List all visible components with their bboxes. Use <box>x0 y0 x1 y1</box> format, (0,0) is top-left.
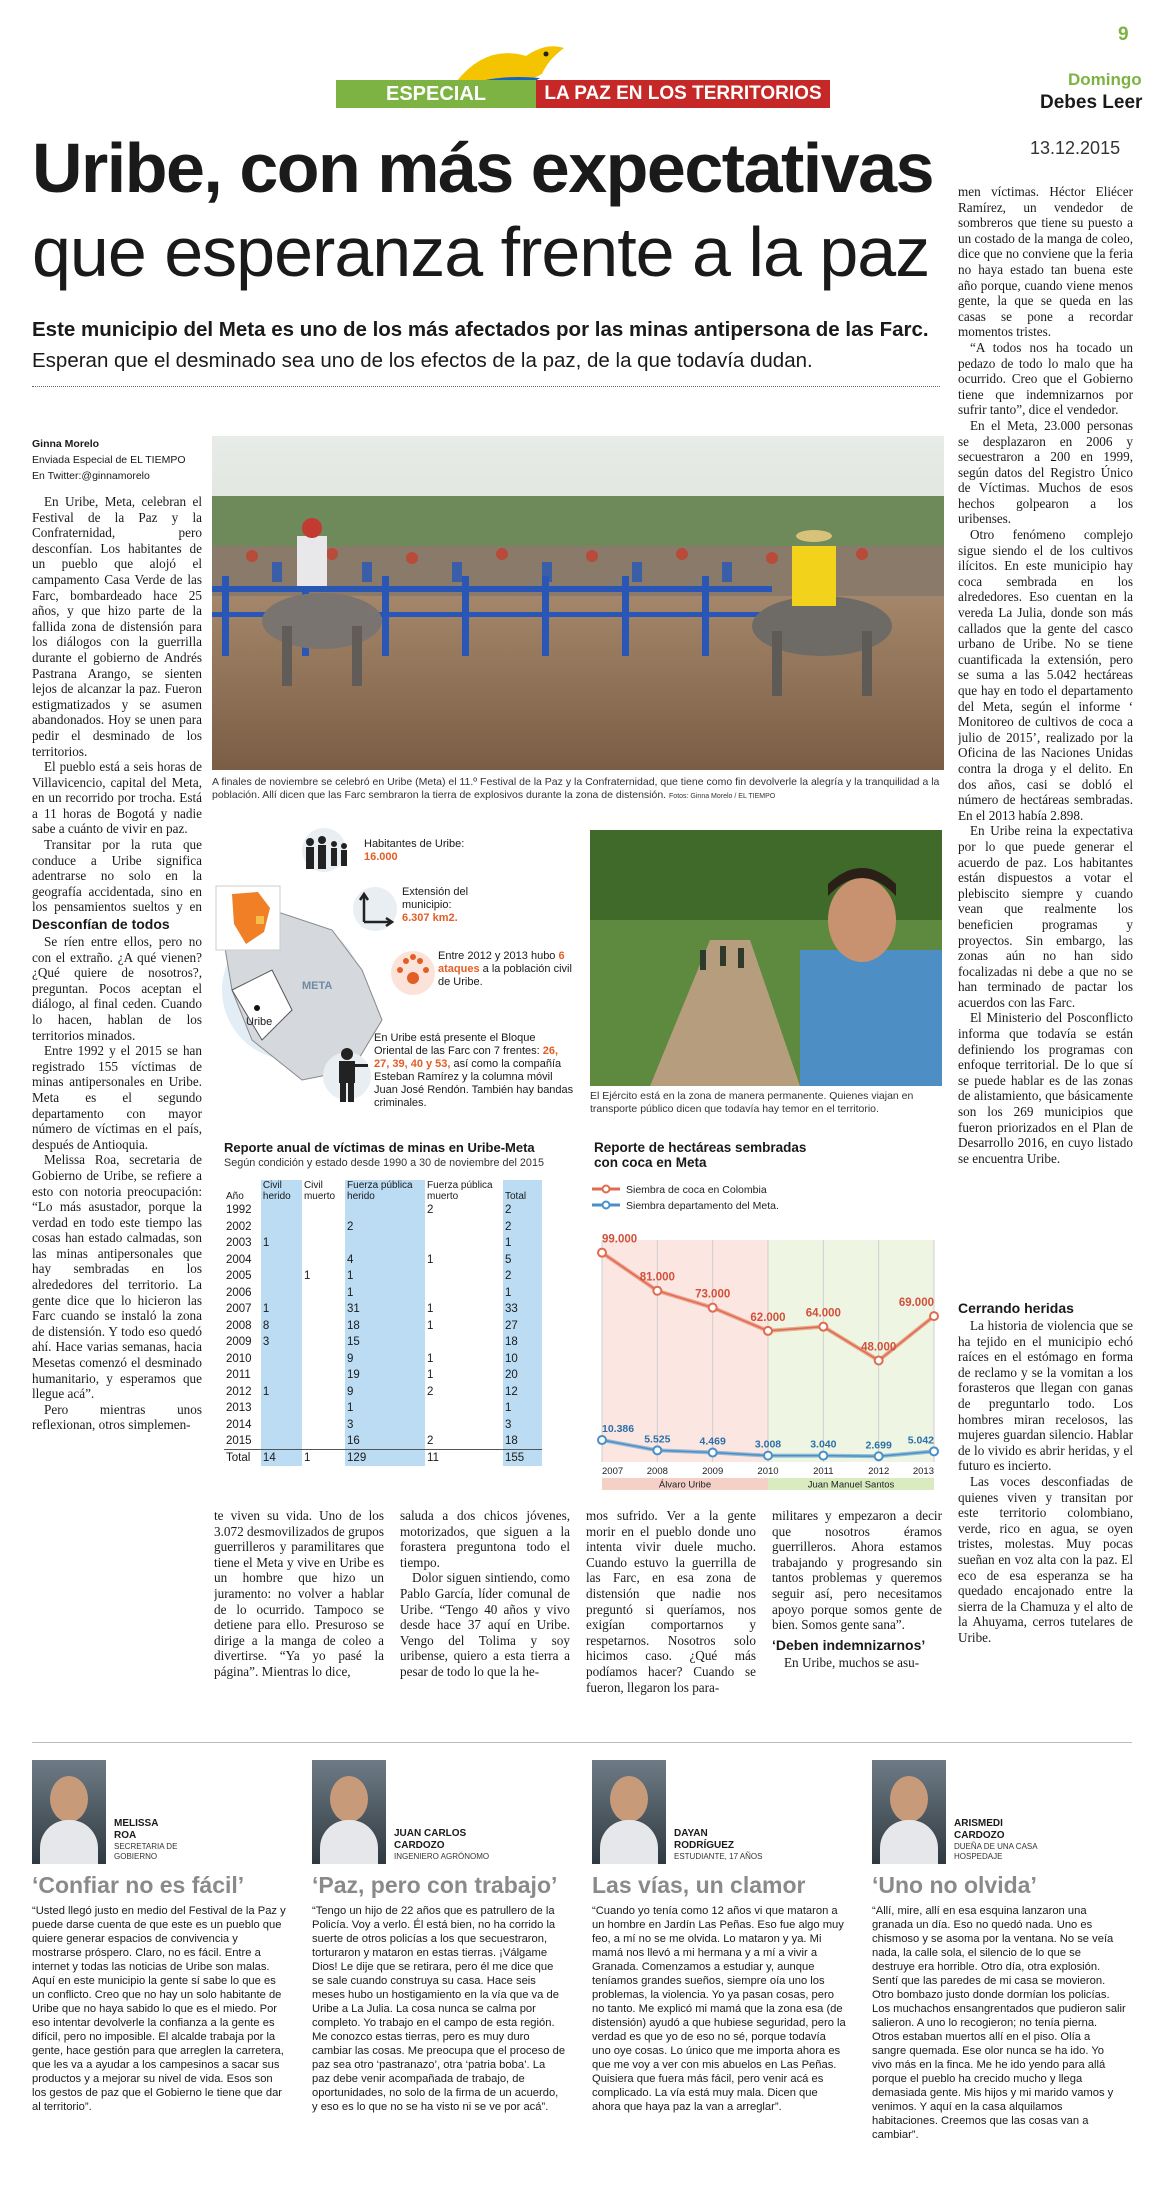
table-row <box>224 1235 542 1252</box>
data-label: 69.000 <box>898 1297 934 1310</box>
paragraph: En Uribe reina la expectativa por lo que puede generar el acuerdo de paz. Los habitantes están dispuestos a votar el plebiscito siempre y cuando vean que realmente los beneficien programas y proyectos. Sin embargo, las zonas aún no han sido focalizadas ni debe a que no se han terminado de pactar los acuerdos con las Farc. <box>958 823 1133 1010</box>
map-region-label: META <box>302 980 333 992</box>
x-tick-label: 2012 <box>868 1466 890 1477</box>
table-cell: 1 <box>503 1400 542 1417</box>
date: 13.12.2015 <box>1030 138 1121 158</box>
article-col3 <box>400 1508 570 1738</box>
period-band <box>768 1240 934 1462</box>
testimonial-card <box>872 1744 1126 2184</box>
paragraph: mos sufrido. Ver a la gente morir en el pueblo donde uno intenta vivir duele mucho. Cuando estuvo la guerrilla de las Farc, en esa zona de distensión que nadie nos preguntó si queríamos, nos exigían comportarnos y respetarnos. Nosotros solo hicimos caso. ¿Qué más podíamos hacer? Cuando se fueron, llegaron los para- <box>586 1508 756 1695</box>
table-cell: 10 <box>503 1351 542 1368</box>
soldier-icon <box>322 1044 372 1104</box>
table-row <box>224 1219 542 1236</box>
person-role: DUEÑA DE UNA CASA HOSPEDAJE <box>954 1842 1038 1861</box>
table-cell: 2008 <box>226 1319 252 1332</box>
paragraph: En Uribe, Meta, celebran el Festival de la Paz y la Confraternidad, pero desconfían. Los habitantes de un pueblo que alojó el campamento Casa Verde de las Farc, bombardeado hace 25 años, y que hizo parte de la fallida zona de distensión para los diálogos con la guerrilla durante el gobierno de Andrés Pastrana Arango, se sienten lejos de alcanzar la paz. Fueron estigmatizados y se asumen abandonados. Hoy se unen para pedir el desminado de los territorios. <box>32 494 202 759</box>
data-point <box>598 1436 606 1444</box>
table-cell <box>261 1252 302 1269</box>
table-cell: 2 <box>345 1219 425 1236</box>
table-cell: 2 <box>503 1219 542 1236</box>
data-label: 3.008 <box>754 1438 782 1451</box>
article-right-col <box>958 184 1133 1294</box>
table-row <box>224 1417 542 1434</box>
legend-marker <box>603 1202 610 1209</box>
data-label: 5.525 <box>644 1433 671 1446</box>
caption-text: A finales de noviembre se celebró en Uribe (Meta) el 11.º Festival de la Paz y la Confraternidad, que tiene como fin devolverle la alegría y la tranquilidad a la población. Allí dicen que las Farc sembraron la tierra de explosivos durante la zona de distensión. <box>212 776 940 801</box>
main-photo-caption <box>212 776 944 803</box>
table-cell <box>302 1301 345 1318</box>
data-point <box>709 1304 717 1312</box>
inhabitants-value: 16.000 <box>364 851 398 863</box>
data-label: 3.040 <box>810 1438 837 1451</box>
table-cell: 20 <box>503 1367 542 1384</box>
data-point <box>709 1449 717 1457</box>
table-cell: 1 <box>427 1253 434 1266</box>
person-name: ARISMEDI <box>954 1818 1003 1829</box>
table-cell <box>261 1268 302 1285</box>
table-cell <box>425 1235 503 1252</box>
road-soldier-photo-icon <box>590 830 942 1086</box>
x-tick-label: 2011 <box>813 1466 834 1477</box>
table-cell: 3 <box>345 1417 425 1434</box>
testimonial-body: “Allí, mire, allí en esa esquina lanzaron una granada un día. Eso no quedó nada. Uno es chismoso y se asoma por la ventana. No se veía nada, la calle sola, el silencio de lo que se destruye era horrible. Otro día, otra explosión. Sentí que las paredes de mi casa se movieron. Otro bombazo justo donde dormían los policías. Los muchachos ensangrentados que pudieron salir salieron. A uno lo recogieron; no tenía pierna. Otros estaban muertos allí en el piso. Olía a sangre quemada. Ese olor nunca se ha ido. Yo vivo más en la finca. Me he ido yendo para allá porque el pueblo ha crecido mucho y llega demasiada gente. Mis hijos y mi marido vamos y venimos. Y aquí en la casa alquilamos habitaciones. Creemos que las cosas van a cambiar”. <box>872 1905 1126 2141</box>
period-label: Juan Manuel Santos <box>807 1479 895 1491</box>
photo-credit: Fotos: Ginna Morelo / EL TIEMPO <box>669 793 776 800</box>
table-cell: 1 <box>427 1352 434 1365</box>
paragraph: Dolor siguen sintiendo, como Pablo García, líder comunal de Uribe. “Tengo 40 años y vivo desde hace 37 aquí en Uribe. Vengo del Tolima y soy uribense, quiero a esta tierra a pesar de todo lo que la he- <box>400 1570 570 1679</box>
deck-rest: Esperan que el desminado sea uno de los efectos de la paz, de la que todavía dudan. <box>32 349 813 372</box>
attacks-pre: Entre 2012 y 2013 hubo <box>438 950 556 962</box>
table-cell: 19 <box>345 1367 425 1384</box>
data-point <box>653 1287 661 1295</box>
data-point <box>875 1357 883 1365</box>
avatar <box>592 1760 666 1864</box>
testimonial-quote: Las vías, un clamor <box>592 1872 806 1898</box>
table-cell: 2015 <box>226 1435 252 1447</box>
section-day: Domingo <box>1068 70 1142 89</box>
table-cell <box>345 1235 425 1252</box>
paragraph: Se ríen entre ellos, pero no con el extraño. ¿A qué vienen? ¿Qué quiere de nosotros?, preguntan. Pocos aceptan el diálogo, al final ceden. Cuando lo hacen, hablan de los territorios minados. <box>32 934 202 1043</box>
testimonial-card <box>32 1744 286 2184</box>
person-role: SECRETARIA DE GOBIERNO <box>114 1842 178 1861</box>
table-cell <box>261 1219 302 1236</box>
x-tick-label: 2009 <box>702 1466 724 1477</box>
table-cell: 3 <box>261 1334 302 1351</box>
table-cell <box>302 1318 345 1335</box>
table-cell: 9 <box>345 1351 425 1368</box>
data-label: 4.469 <box>699 1435 726 1448</box>
headline-line1: Uribe, con más expectativas <box>32 129 934 207</box>
person-name: MELISSA <box>114 1818 159 1829</box>
x-tick-label: 2010 <box>757 1466 779 1477</box>
period-label: Álvaro Uribe <box>658 1479 712 1491</box>
byline-name: Ginna Morelo <box>32 438 100 450</box>
table-row <box>224 1285 542 1302</box>
farc-pre: En Uribe está presente el Bloque Oriental de las Farc con 7 frentes: <box>374 1032 540 1057</box>
avatar <box>872 1760 946 1864</box>
byline <box>32 436 202 484</box>
byline-role: Enviada Especial de EL TIEMPO <box>32 454 186 466</box>
table-cell <box>302 1417 345 1434</box>
article-col2 <box>214 1508 384 1738</box>
table-cell: 1 <box>427 1303 434 1316</box>
table-row <box>224 1400 542 1417</box>
table-cell: 1 <box>503 1285 542 1302</box>
table-cell: 2011 <box>226 1369 251 1382</box>
table-row <box>224 1384 542 1401</box>
paragraph: men víctimas. Héctor Eliécer Ramírez, un vendedor de sombreros que tiene su puesto a un costado de la manga de coleo, dice que no conviene que la feria no haya estado tan buena este año porque, cuando viene menos gente, la que se queda en las casas se pone a recordar momentos tristes. <box>958 184 1133 340</box>
testimonial-quote: ‘Uno no olvida’ <box>872 1872 1037 1898</box>
explosion-icon <box>388 948 438 998</box>
data-label: 5.042 <box>907 1434 934 1447</box>
table-cell <box>302 1202 345 1219</box>
paragraph: Otro fenómeno complejo sigue siendo el de los cultivos ilícitos. En este municipio hay coca sembrada en los alrededores. Eso cuentan en la vereda La Julia, donde son más callados que la gente del casco urbano de Uribe. No se tiene cuantificada la extensión, pero se suma a las 5.042 hectáreas que hay en todo el departamento del Meta, según el informe ‘ Monitoreo de cultivos de coca a julio de 2015’, realizado por la Oficina de las Naciones Unidas contra la droga y el delito. En dos años, casi se dobló el número de hectáreas sembradas. En el 2013 había 2.898. <box>958 527 1133 823</box>
testimonial-body: “Cuando yo tenía como 12 años vi que mataron a un hombre en Jardín Las Peñas. Eso fue algo muy feo, a mí no se me olvida. Lo mataron y ya. Mi mamá nos llevó a mi hermana y a mí a vivir a Granada. Comenzamos a estudiar y, aunque teníamos grandes sueños, siempre oía uno los problemas, la violencia. Yo ya pasan cosas, pero no tanto. Me explicó mi mamá que la zona esa (de distensión) ayudó a que hubiese seguridad, pero la verdad es que yo de eso no sé, porque todavía uno oye cosas. Lo único que me importa ahora es que me voy a ver con mis abuelos en Las Peñas. Quisiera que fuera más fácil, pero venir acá es complicado. La vía está muy mala. Dicen que ahora que haya paz la van a arreglar”. <box>592 1905 846 2113</box>
testimonial-card <box>312 1744 566 2184</box>
table-row <box>224 1301 542 1318</box>
table-cell <box>425 1268 503 1285</box>
inhabitants-label: Habitantes de Uribe: <box>364 838 465 850</box>
table-row <box>224 1252 542 1269</box>
testimonial-quote: ‘Confiar no es fácil’ <box>32 1872 245 1898</box>
table-cell <box>302 1367 345 1384</box>
headline-line2: que esperanza frente a la paz <box>32 213 930 291</box>
banner-right: LA PAZ EN LOS TERRITORIOS <box>536 80 830 108</box>
table-cell <box>425 1334 503 1351</box>
subhead: Desconfían de todos <box>32 916 170 932</box>
table-cell: 1 <box>427 1319 434 1332</box>
table-cell <box>261 1351 302 1368</box>
article-col5 <box>772 1508 942 1738</box>
table-cell <box>425 1285 503 1302</box>
person-surname: ROA <box>114 1830 137 1841</box>
table-row <box>224 1318 542 1335</box>
paragraph: te viven su vida. Uno de los 3.072 desmovilizados de grupos guerrilleros y paramilitares que tiene el Meta y vive en Uribe es un hombre que hizo un juramento: no volver a hablar de lo ocurrido. Tampoco se detiene para ello. Presuroso se dirige a la manga de coleo a divertirse. “Ya yo pasé la página”. Mientras lo dice, <box>214 1508 384 1679</box>
th-civil-muerto: Civil muerto <box>303 1180 336 1202</box>
table-cell: 1 <box>303 1452 311 1464</box>
testimonial-id <box>674 1828 770 1864</box>
table-cell <box>302 1433 345 1450</box>
x-tick-label: 2008 <box>646 1466 668 1477</box>
banner-left: ESPECIAL <box>336 80 536 108</box>
person-role: INGENIERO AGRÓNOMO <box>394 1852 490 1861</box>
table-cell: 2005 <box>226 1270 252 1283</box>
mines-table-title: Reporte anual de víctimas de minas en Uribe-Meta <box>224 1140 535 1155</box>
testimonial-head <box>312 1752 566 1864</box>
table-cell: 2013 <box>226 1402 252 1415</box>
area-arrows-icon <box>350 884 400 934</box>
table-cell: 18 <box>345 1318 425 1335</box>
paragraph: militares y empezaron a decir que nosotros éramos guerrilleros. Ahora estamos trabajando y progresando sin tantos problemas y queremos seguir así, pero necesitamos apoyo porque somos gente de bien. Somos gente sana”. <box>772 1508 942 1633</box>
table-cell: 27 <box>503 1318 542 1335</box>
data-point <box>598 1249 606 1257</box>
table-cell: 18 <box>503 1433 542 1450</box>
table-cell <box>302 1400 345 1417</box>
table-cell <box>261 1400 302 1417</box>
farc-stat <box>374 1032 574 1110</box>
table-cell: 11 <box>427 1452 439 1464</box>
paragraph: saluda a dos chicos jóvenes, motorizados, que siguen a la forastera preguntona todo el tiempo. <box>400 1508 570 1570</box>
coca-line-chart <box>590 1176 944 1502</box>
table-cell: 2 <box>503 1202 542 1219</box>
special-banner <box>336 34 830 114</box>
legend-marker <box>603 1186 610 1193</box>
data-label: 2.699 <box>865 1439 892 1452</box>
person-surname: CARDOZO <box>954 1830 1005 1841</box>
article-col1 <box>32 494 202 914</box>
table-cell: 5 <box>503 1252 542 1269</box>
testimonial-id <box>114 1818 210 1864</box>
coca-chart-title: Reporte de hectáreas sembradas con coca en Meta <box>594 1140 807 1170</box>
testimonials-row <box>32 1744 1132 2184</box>
table-cell <box>261 1433 302 1450</box>
testimonial-quote: ‘Paz, pero con trabajo’ <box>312 1872 558 1898</box>
paragraph: El Ministerio del Posconflicto informa que todavía se están definiendo los programas con enfoque territorial. De lo que sí se puede hablar es de las zonas de alistamiento, que básicamente son los 269 municipios que fueron priorizados en el Plan de Desarrollo 2016, en cuyo listado se encuentra Uribe. <box>958 1010 1133 1166</box>
byline-twitter: En Twitter:@ginnamorelo <box>32 470 150 482</box>
table-cell: 2012 <box>226 1385 252 1398</box>
avatar <box>32 1760 106 1864</box>
table-cell: 2003 <box>226 1237 252 1250</box>
soldier-photo <box>590 830 942 1086</box>
map-town-label: Uribe <box>246 1016 273 1028</box>
paragraph: Pero mientras unos reflexionan, otros simplemen- <box>32 1401 202 1433</box>
table-cell: 129 <box>345 1450 425 1467</box>
data-label: 81.000 <box>639 1271 675 1284</box>
table-cell: 2 <box>427 1204 434 1217</box>
table-cell: 1 <box>303 1270 311 1283</box>
table-cell <box>425 1417 503 1434</box>
paragraph: Transitar por la ruta que conduce a Uribe significa adentrarse no solo en la geografía accidentada, sino en los pensamientos sueltos y en <box>32 837 202 914</box>
testimonials <box>32 1744 1132 2194</box>
paragraph: “A todos nos ha tocado un pedazo de todo lo malo que ha ocurrido. Creo que el Gobierno tiene que indemnizarnos por sufrir tanto”, dice el vendedor. <box>958 339 1133 418</box>
x-tick-label: 2007 <box>602 1466 624 1477</box>
paragraph: En el Meta, 23.000 personas se desplazaron en 2006 y secuestraron a 200 en 1999, según datos del Registro Único de Víctimas. Muchos de esos hechos golpearon a los uribenses. <box>958 417 1133 527</box>
table-cell: 31 <box>345 1301 425 1318</box>
paragraph: El pueblo está a seis horas de Villavicencio, capital del Meta, en un recorrido por trocha. Está a 11 horas de Bogotá y nadie sabe a cuánto de vivir en paz. <box>32 759 202 837</box>
table-row <box>224 1202 542 1219</box>
area-stat <box>402 886 502 925</box>
mines-table-grid <box>224 1180 542 1466</box>
table-cell: 2014 <box>226 1418 252 1431</box>
testimonial-head <box>32 1752 286 1864</box>
subhead: Cerrando heridas <box>958 1300 1074 1316</box>
table-cell: 9 <box>345 1384 425 1401</box>
table-cell: 1 <box>261 1384 302 1401</box>
testimonial-body: “Usted llegó justo en medio del Festival de la Paz y puede darse cuenta de que este es un pueblo que quiere generar espacios de convivencia y mostrarse próspero. Claro, no es fácil. Entre a internet y todas las noticias de Uribe son malas. Aquí en este municipio la gente sí sabe lo que es un conflicto. Creo que no hay un solo habitante de Uribe que no haya sabido lo que es el miedo. Por eso intentar devolverle la confianza a la gente es difícil, pero no imposible. El alcalde trabaja por la gente, hace gestión para que arreglen la carretera, que les va a ayudar a los campesinos a sacar sus productos y a mejorar su nivel de vida. Esos son los gestos de paz que el Gobierno le tiene que dar al territorio”. <box>32 1905 286 2113</box>
data-point <box>875 1452 883 1460</box>
paragraph: La historia de violencia que se ha tejido en el municipio echó raíces en el estómago en forma de reclamo y se la vomitan a los forasteros que llegan con ganas de preguntarlo todo. Los hombres miran recelosos, las mujeres guardan silencio. Hablar de lo vivido es abrir heridas, y el futuro es incierto. <box>958 1318 1133 1474</box>
article-col1-b <box>32 912 202 1732</box>
table-cell <box>302 1219 345 1236</box>
attacks-stat <box>438 950 578 989</box>
table-cell: 2009 <box>226 1336 252 1349</box>
table-cell: 1 <box>345 1268 425 1285</box>
table-cell: 1 <box>503 1235 542 1252</box>
table-cell <box>302 1351 345 1368</box>
table-cell <box>302 1334 345 1351</box>
data-point <box>930 1447 938 1455</box>
table-cell: 14 <box>261 1450 302 1467</box>
th-year: Año <box>226 1191 244 1202</box>
table-cell: 1 <box>345 1285 425 1302</box>
section-name: Debes Leer <box>1040 92 1143 113</box>
data-label: 48.000 <box>861 1341 897 1354</box>
table-cell: 2002 <box>226 1220 252 1233</box>
main-photo <box>212 436 944 770</box>
table-cell: 8 <box>261 1318 302 1335</box>
th-total: Total <box>503 1180 542 1202</box>
inhabitants-stat <box>364 838 484 864</box>
table-cell: 1 <box>261 1301 302 1318</box>
table-cell: 2004 <box>226 1253 252 1266</box>
table-cell: 2006 <box>226 1286 252 1299</box>
table-cell: 33 <box>503 1301 542 1318</box>
table-row <box>224 1268 542 1285</box>
table-cell <box>261 1202 302 1219</box>
th-civil-herido: Civil herido <box>261 1180 302 1202</box>
attacks-post: a la población civil de Uribe. <box>438 963 572 988</box>
area-label: Extensión del municipio: <box>402 886 469 911</box>
table-cell: Total <box>226 1452 251 1464</box>
data-label: 62.000 <box>750 1311 786 1324</box>
section-divider <box>32 1742 1132 1743</box>
table-cell: 18 <box>503 1334 542 1351</box>
person-name: JUAN CARLOS <box>394 1828 467 1839</box>
table-cell: 2007 <box>226 1303 252 1316</box>
subhead: ‘Deben indemnizarnos’ <box>772 1636 926 1653</box>
farc-fronts: 26, 27, 39, 40 y 53, <box>374 1045 559 1070</box>
table-cell <box>302 1252 345 1269</box>
mines-table-subtitle: Según condición y estado desde 1990 a 30 de noviembre del 2015 <box>224 1157 544 1169</box>
data-point <box>764 1452 772 1460</box>
table-cell: 2 <box>427 1385 434 1398</box>
th-fp-muerto: Fuerza pública muerto <box>427 1180 493 1202</box>
table-cell <box>261 1285 302 1302</box>
testimonial-head <box>872 1752 1126 1864</box>
table-cell <box>302 1235 345 1252</box>
table-cell: 12 <box>503 1384 542 1401</box>
data-label: 73.000 <box>695 1288 731 1301</box>
data-label: 10.386 <box>602 1423 635 1436</box>
table-cell <box>425 1219 503 1236</box>
page-number: 9 <box>1118 24 1129 45</box>
paragraph: En Uribe, muchos se asu- <box>784 1654 920 1670</box>
testimonial-card <box>592 1744 846 2184</box>
table-row <box>224 1351 542 1368</box>
article-col4 <box>586 1508 756 1738</box>
table-cell <box>261 1367 302 1384</box>
coca-chart <box>590 1176 944 1502</box>
table-cell <box>302 1384 345 1401</box>
table-cell: 15 <box>345 1334 425 1351</box>
deck <box>32 314 942 376</box>
testimonial-body: “Tengo un hijo de 22 años que es patrullero de la Policía. Voy a verlo. Él está bien, no ha corrido la suerte de otros policías a los que secuestraron, torturaron y mataron en estas tierras. ¡Válgame Dios! Le dije que se retirara, pero él me dice que se sale cuando construya su casa. Hace seis meses hubo un hostigamiento en la vía que va de Uribe a La Julia. La cosa nunca se calma por completo. Yo trabajo en el campo de esta región. Me conozco estas tierras, pero es muy duro cambiar las cosas. Me preocupa que el proceso de paz sea otro ‘pastranazo’, otra ‘patria boba’. La paz debe venir acompañada de trabajo, de oportunidades, no solo de la firma de un acuerdo, y eso es lo que no se ha visto ni se ve por acá”. <box>312 1905 566 2113</box>
data-point <box>653 1446 661 1454</box>
testimonial-id <box>954 1818 1050 1864</box>
table-row <box>224 1367 542 1384</box>
person-surname: CARDOZO <box>394 1840 445 1851</box>
legend-label: Siembra de coca en Colombia <box>626 1184 767 1196</box>
table-cell: 1 <box>345 1400 425 1417</box>
family-icon <box>294 826 354 876</box>
soldier-photo-caption: El Ejército está en la zona de manera permanente. Quienes viajan en transporte público dicen que todavía hay temor en el territorio. <box>590 1090 914 1115</box>
table-cell: 1992 <box>226 1204 252 1217</box>
data-point <box>819 1452 827 1460</box>
table-cell: 2 <box>503 1268 542 1285</box>
table-cell <box>425 1400 503 1417</box>
table-row <box>224 1433 542 1450</box>
mines-table <box>224 1180 542 1466</box>
deck-bold: Este municipio del Meta es uno de los más afectados por las minas antipersona de las Farc. <box>32 318 929 341</box>
article-right-col-b <box>958 1296 1133 1736</box>
data-label: 64.000 <box>805 1307 841 1320</box>
table-cell: 1 <box>427 1369 434 1382</box>
table-cell: 1 <box>261 1235 302 1252</box>
paragraph: Melissa Roa, secretaria de Gobierno de Uribe, se refiere a esto con notoria preocupación: “Lo más asustador, porque la verdad en todo este tiempo las cosas han estado calmadas, son las minas antipersonales que hay sembradas en los alrededores del territorio. La gente dice que lo hicieron las Farc cuando se instaló la zona de distensión. Y todo eso quedó ahí. Hace varias semanas, hacia Mesetas comenzó el desminado humanitario, y esperamos que llegue acá”. <box>32 1152 202 1402</box>
legend-label: Siembra departamento del Meta. <box>626 1200 779 1212</box>
th-fp-herido: Fuerza pública herido <box>345 1180 425 1202</box>
person-role: ESTUDIANTE, 17 AÑOS <box>674 1852 763 1861</box>
data-point <box>764 1327 772 1335</box>
table-cell: 16 <box>345 1433 425 1450</box>
deck-rule <box>32 386 940 387</box>
data-point <box>930 1312 938 1320</box>
person-name: DAYAN <box>674 1828 708 1839</box>
paragraph: Entre 1992 y el 2015 se han registrado 155 víctimas de minas antipersonales en Uribe. Meta es el segundo departamento con mayor número de víctimas en el país, después de Antioquia. <box>32 1043 202 1152</box>
area-value: 6.307 km2. <box>402 912 458 924</box>
table-cell: 155 <box>503 1450 542 1467</box>
paragraph: Las voces desconfiadas de quienes viven y transitan por este territorio colombiano, verde, rico en agua, se oyen tristes, molestas. Muy pocas sueñan en voz alta con la paz. El eco de esa esperanza se ha quedado encajonado entre la sierra de la Chamuza y el alto de la Ahuyama, cerros tutelares de Uribe. <box>958 1473 1133 1645</box>
attacks-value: 6 ataques <box>438 950 565 975</box>
infographic <box>212 820 582 1130</box>
data-label: 99.000 <box>602 1233 638 1246</box>
table-cell: 3 <box>503 1417 542 1434</box>
data-point <box>819 1323 827 1331</box>
x-tick-label: 2013 <box>912 1466 934 1477</box>
avatar <box>312 1760 386 1864</box>
farc-post: así como la compañía Esteban Ramírez y la columna móvil Juan José Rendón. También hay bandas criminales. <box>374 1058 574 1109</box>
person-surname: RODRÍGUEZ <box>674 1840 734 1851</box>
table-cell <box>345 1202 425 1219</box>
table-cell: 2010 <box>226 1352 252 1365</box>
testimonial-id <box>394 1828 490 1864</box>
table-total-row <box>224 1450 542 1467</box>
table-cell: 2 <box>427 1435 434 1447</box>
table-cell: 4 <box>345 1252 425 1269</box>
table-cell <box>302 1285 345 1302</box>
rodeo-photo-icon <box>212 436 944 770</box>
table-row <box>224 1334 542 1351</box>
table-cell <box>261 1417 302 1434</box>
testimonial-head <box>592 1752 846 1864</box>
